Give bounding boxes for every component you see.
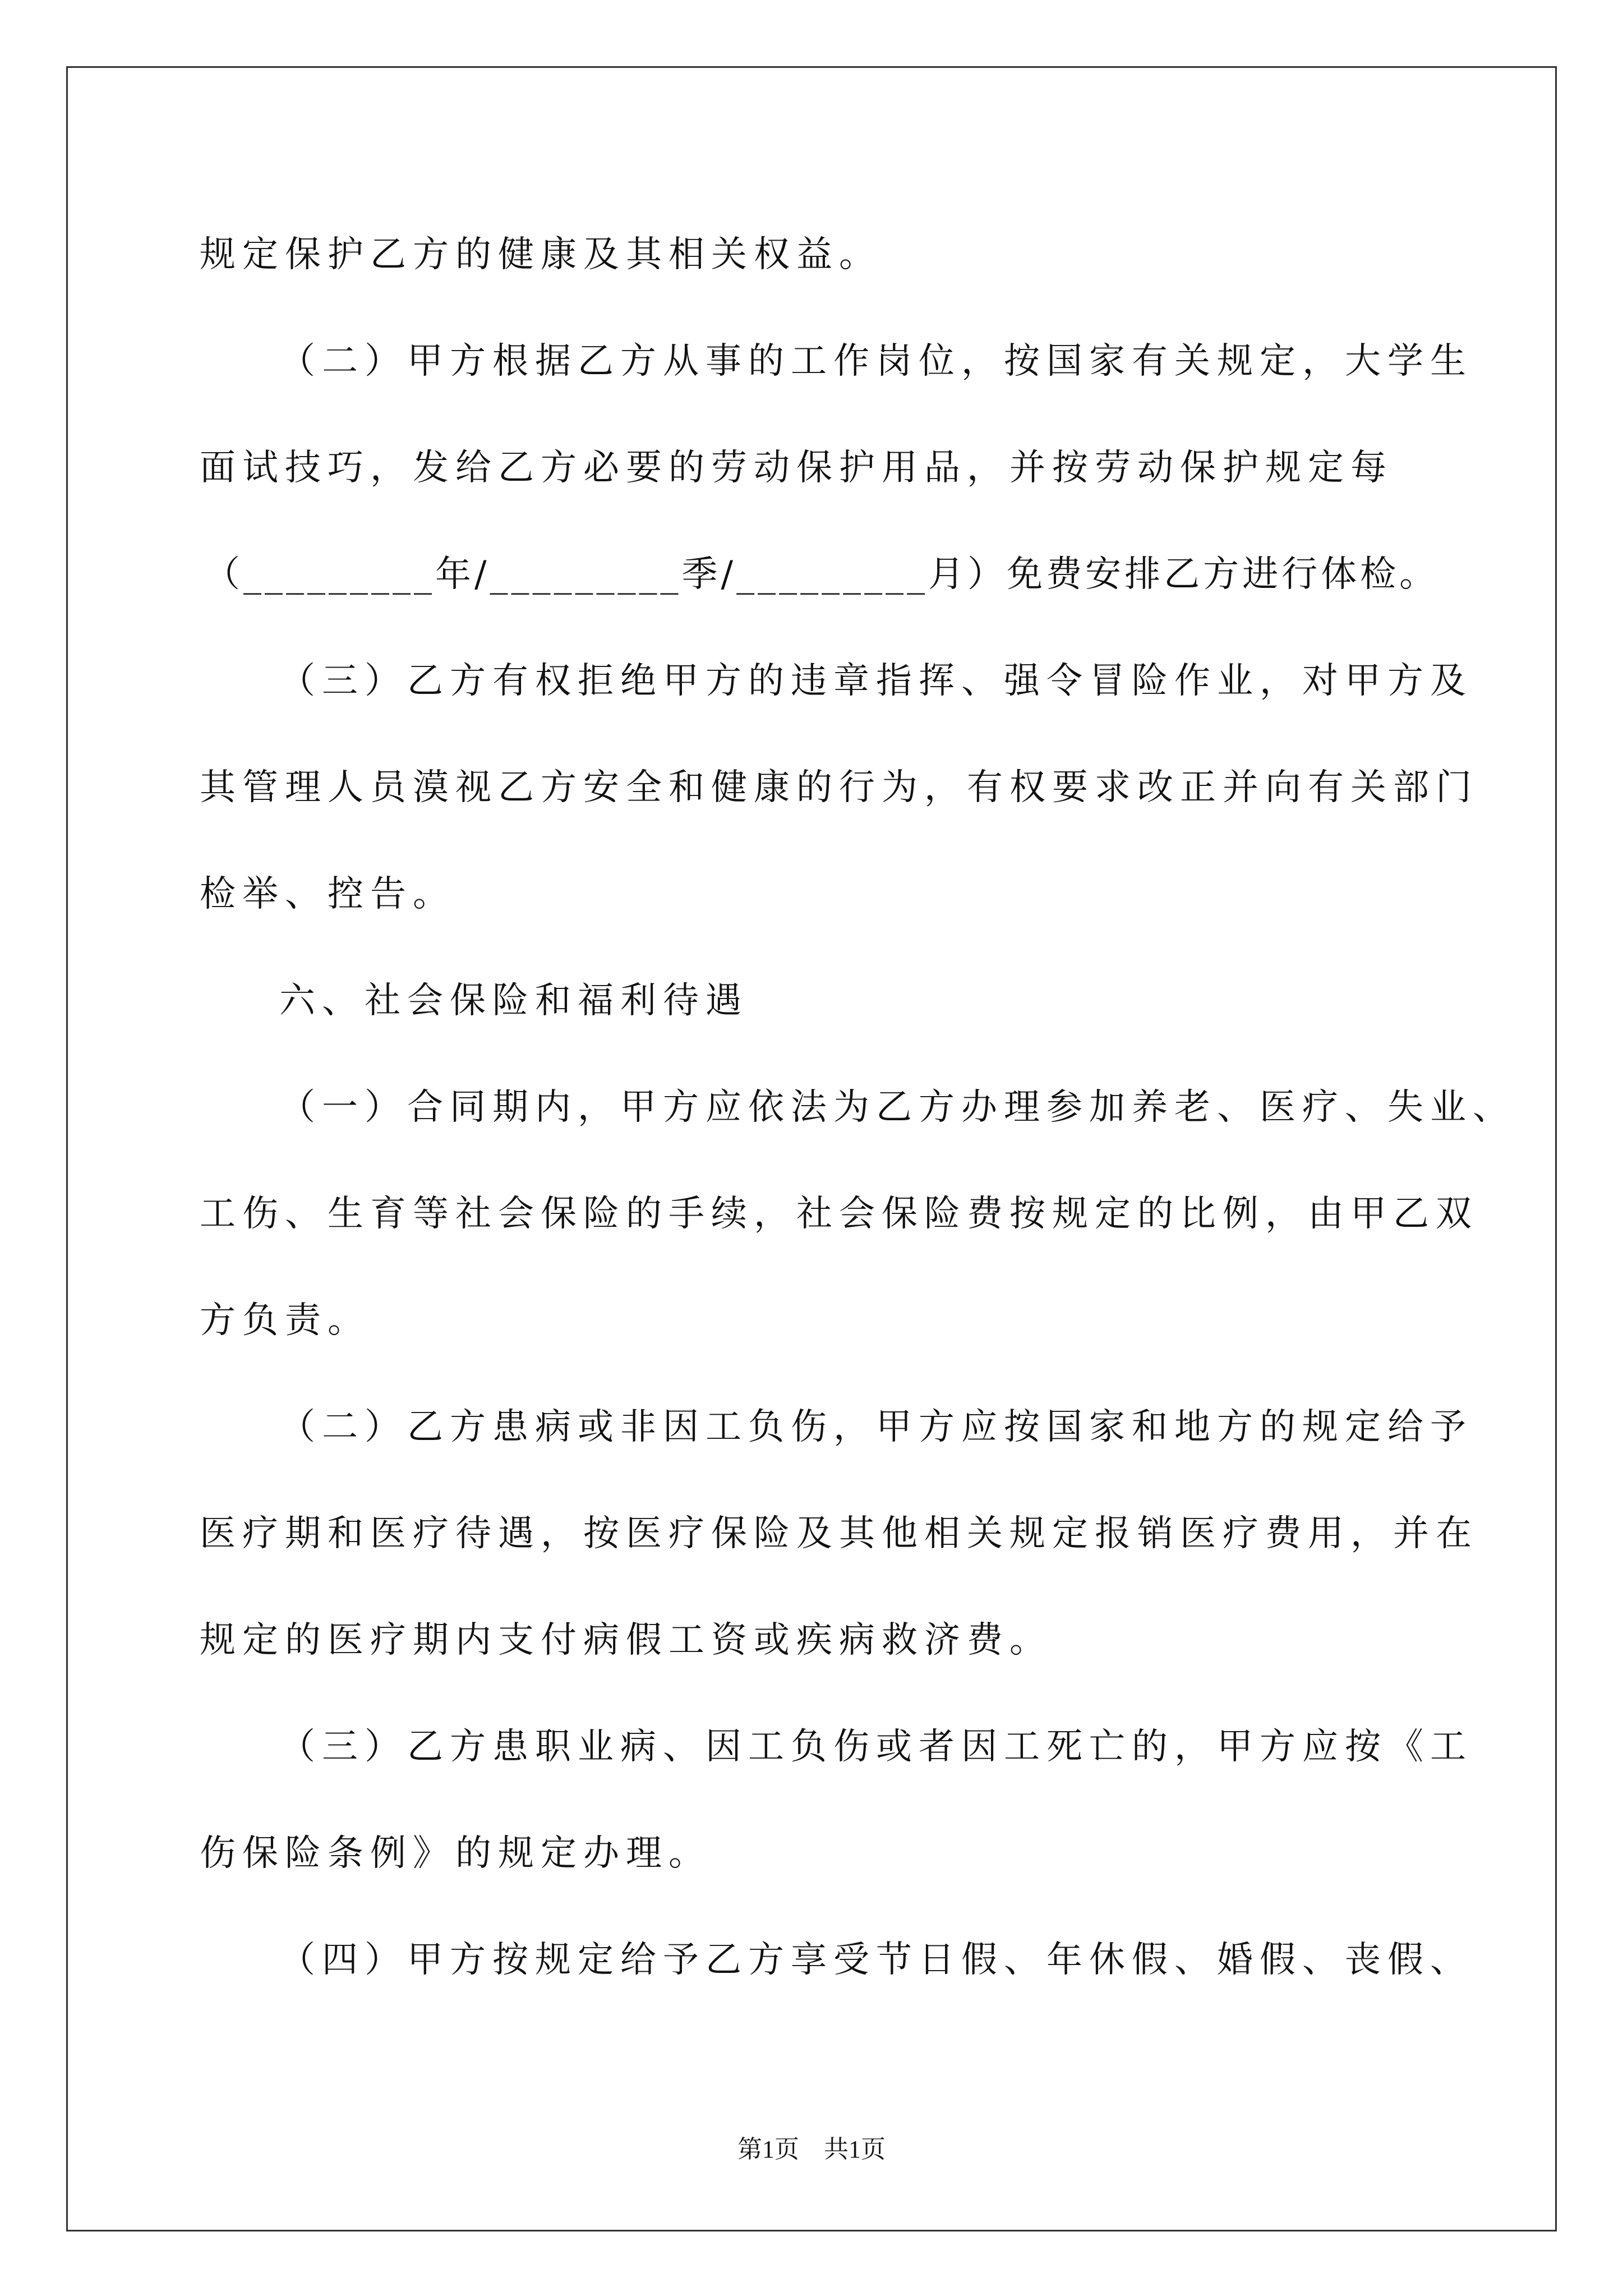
text-line-14: 规定的医疗期内支付病假工资或疾病救济费。: [200, 1619, 1052, 1661]
page-border: [66, 66, 1557, 2231]
text-line-1: 规定保护乙方的健康及其相关权益。: [200, 234, 882, 275]
text-line-15: （三）乙方患职业病、因工负伤或者因工死亡的，甲方应按《工: [279, 1726, 1473, 1768]
text-line-7: 检举、控告。: [200, 873, 455, 915]
text-line-3: 面试技巧，发给乙方必要的劳动保护用品，并按劳动保护规定每: [200, 447, 1393, 489]
text-line-9: （一）合同期内，甲方应依法为乙方办理参加养老、医疗、失业、: [279, 1087, 1515, 1128]
text-line-6: 其管理人员漠视乙方安全和健康的行为，有权要求改正并向有关部门: [200, 767, 1478, 808]
text-line-4: （_________年/_________季/_________月）免费安排乙方进行体检。: [204, 554, 1439, 595]
text-line-2: （二）甲方根据乙方从事的工作岗位，按国家有关规定，大学生: [279, 341, 1473, 382]
text-line-11: 方负责。: [200, 1300, 370, 1341]
text-line-10: 工伤、生育等社会保险的手续，社会保险费按规定的比例，由甲乙双: [200, 1193, 1478, 1235]
text-line-5: （三）乙方有权拒绝甲方的违章指挥、强令冒险作业，对甲方及: [279, 660, 1473, 702]
page-footer: 第1页 共1页: [737, 2136, 886, 2163]
text-line-13: 医疗期和医疗待遇，按医疗保险及其他相关规定报销医疗费用，并在: [200, 1513, 1478, 1554]
text-line-16: 伤保险条例》的规定办理。: [200, 1833, 711, 1874]
text-line-12: （二）乙方患病或非因工负伤，甲方应按国家和地方的规定给予: [279, 1406, 1473, 1448]
text-line-17: （四）甲方按规定给予乙方享受节日假、年休假、婚假、丧假、: [279, 1939, 1473, 1981]
section-heading: 六、社会保险和福利待遇: [279, 980, 748, 1022]
